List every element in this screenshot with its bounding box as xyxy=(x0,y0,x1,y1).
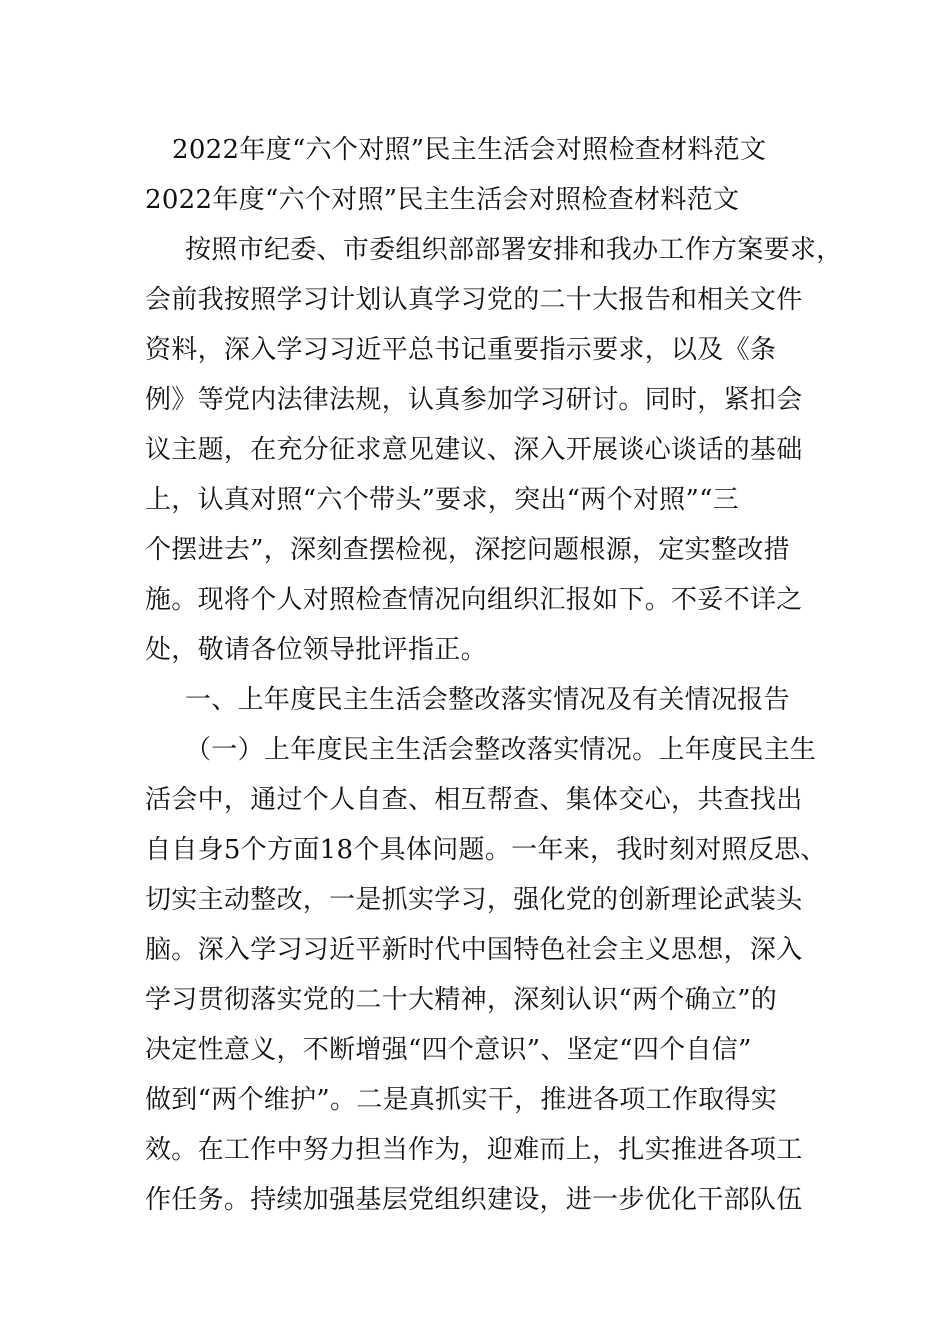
paragraph-line: 切实主动整改，一是抓实学习，强化党的创新理论武装头 xyxy=(145,885,803,915)
paragraph-line: 议主题，在充分征求意见建议、深入开展谈心谈话的基础 xyxy=(145,435,803,465)
paragraph-line: （一）上年度民主生活会整改落实情况。上年度民主生 xyxy=(185,735,817,765)
document-title-repeat: 2022年度“六个对照”民主生活会对照检查材料范文 xyxy=(145,185,740,215)
paragraph-line: 施。现将个人对照检查情况向组织汇报如下。不妥不详之 xyxy=(145,585,803,615)
paragraph-line: 资料，深入学习习近平总书记重要指示要求，以及《条 xyxy=(145,335,777,365)
paragraph-line: 决定性意义，不断增强“四个意识”、坚定“四个自信” xyxy=(145,1035,752,1065)
paragraph-line: 例》等党内法律法规，认真参加学习研讨。同时，紧扣会 xyxy=(145,385,803,415)
paragraph-line: 上，认真对照“六个带头”要求，突出“两个对照”“三 xyxy=(145,485,739,515)
paragraph-line: 处，敬请各位领导批评指正。 xyxy=(145,635,487,665)
paragraph-line: 按照市纪委、市委组织部部署安排和我办工作方案要求， xyxy=(185,235,843,265)
paragraph-line: 会前我按照学习计划认真学习党的二十大报告和相关文件 xyxy=(145,285,803,315)
paragraph-line: 自自身5个方面18个具体问题。一年来，我时刻对照反思、 xyxy=(145,835,827,865)
paragraph-line: 脑。深入学习习近平新时代中国特色社会主义思想，深入 xyxy=(145,935,803,965)
document-title: 2022年度“六个对照”民主生活会对照检查材料范文 xyxy=(172,135,767,165)
paragraph-line: 作任务。持续加强基层党组织建设，进一步优化干部队伍 xyxy=(145,1185,803,1215)
paragraph-line: 效。在工作中努力担当作为，迎难而上，扎实推进各项工 xyxy=(145,1135,803,1165)
paragraph-line: 个摆进去”，深刻查摆检视，深挖问题根源，定实整改措 xyxy=(145,535,790,565)
paragraph-line: 活会中，通过个人自查、相互帮查、集体交心，共查找出 xyxy=(145,785,803,815)
paragraph-line: 学习贯彻落实党的二十大精神，深刻认识“两个确立”的 xyxy=(145,985,778,1015)
section-heading: 一、上年度民主生活会整改落实情况及有关情况报告 xyxy=(185,685,790,715)
paragraph-line: 做到“两个维护”。二是真抓实干，推进各项工作取得实 xyxy=(145,1085,778,1115)
